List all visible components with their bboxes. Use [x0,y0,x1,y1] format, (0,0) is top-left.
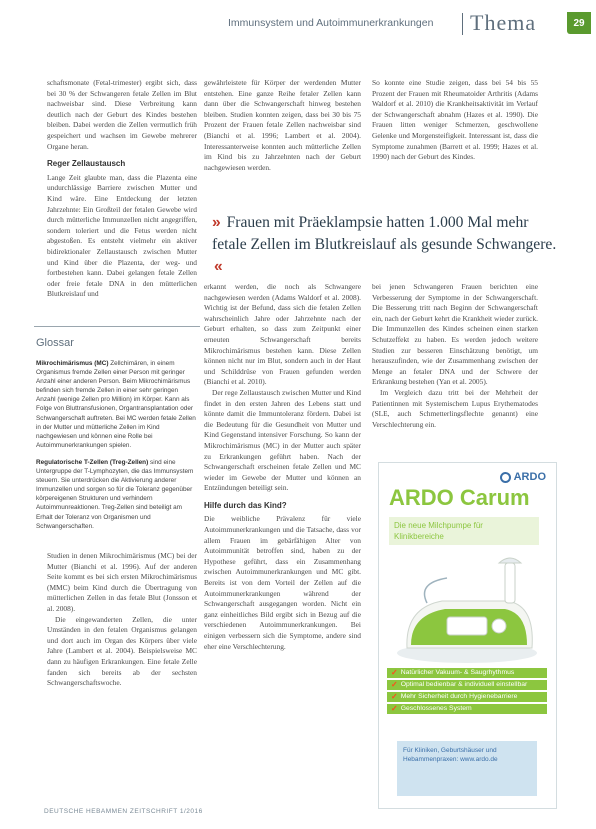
ad-brand-name: ARDO [513,471,546,483]
paragraph: So konnte eine Studie zeigen, dass bei 54 bis 55 Prozent der Frauen mit Rheumatoider Arthritis (Adams Waldorf et al. 2010) die Krankheitsaktivität im Verlauf der Schwangerschaft abnahm (Hazes et al. 1990). Die Frauen litten weniger Schmerzen, geschwollene Gelenke und Morgensteifigkeit. Interessant ist, dass die Symptome zunahmen (Barrett et al. 1999; Hazes et al. 1990) nach der Geburt des Kindes. [372,78,538,162]
ad-benefit-item: ✓ Optimal bedienbar & individuell einstellbar [387,680,547,690]
check-icon: ✓ [391,668,398,677]
glossary-entry-treg [36,458,198,531]
check-icon: ✓ [391,692,398,701]
glossary-definition: Zellchimären, in einem Organismus fremde Zellen einer Person mit geringer Anzahl einer anderen Person. Beim Mikrochimärismus befinden sich fremde Zellen in einer sehr geringen Anzahl (wenige Zellen pro Million) im Körper. Kann als Folge von Bluttransfusionen, Organtransplantation oder Schwangerschaft auftreten. Bei MC werden fetale Zellen in der Mutter und mütterliche Zellen im Kind nachgewiesen und können eine Rolle bei Autoimmunerkrankungen spielen. [36,360,196,449]
ad-benefit-list [387,668,547,716]
article-column-3-top [372,78,538,198]
article-column-3-bottom [372,282,538,437]
check-icon: ✓ [391,704,398,713]
quote-close-mark: « [214,258,223,275]
ad-benefit-item: ✓ Geschlossenes System [387,704,547,714]
page-number-badge: 29 [567,12,591,34]
paragraph: Im Vergleich dazu tritt bei der Mehrheit der Patientinnen mit Systemischem Lupus Erythematodes (SLE, auch Schmetterlingsflechte genannt) eine Verschlechterung ein. [372,387,538,429]
section-title: Immunsystem und Autoimmunerkrankungen [228,17,434,29]
paragraph: Der rege Zellaustausch zwischen Mutter und Kind findet in den ersten Jahren des Lebens statt und könnte damit die Immuntoleranz fördern. Dabei ist die Bedeutung für die Gesundheit von Mutter und Kind Gegenstand intensiver Forschung. So kann der Mikrochimärismus (MC) in der Mutter auch später zu Erkrankungen geführt haben. Nach der Schwangerschaft erscheinen fetale Zellen und MC wieder im Gewebe der Mutter und können an Entzündungen beteiligt sein. [204,387,361,493]
ad-brand-logo [500,471,546,483]
glossary-term: Regulatorische T-Zellen (Treg-Zellen) [36,458,149,466]
ardo-advertisement[interactable] [378,462,557,809]
page-footer: DEUTSCHE HEBAMMEN ZEITSCHRIFT 1/2016 [44,808,203,815]
paragraph: Die eingewanderten Zellen, die unter Umständen in den fetalen Organismus gelangen und dort auch im Organ des Körpers über viele Jahre (Lambert et al. 2004). Beispielsweise MC dann zu häufigen Erkrankungen. Eine fetale Zelle fanden sich bereits ab der sechsten Schwangerschaftswoche. [47,614,197,688]
subheading-hilfe: Hilfe durch das Kind? [204,500,287,510]
article-column-2-top [204,78,361,200]
quote-text: Frauen mit Präeklampsie hatten 1.000 Mal mehr fetale Zellen im Blutkreislauf als gesunde Schwangere. [212,214,557,253]
pull-quote [212,212,557,278]
paragraph: Die weibliche Prävalenz für viele Autoimmunerkrankungen und die Tatsache, dass vor allem Frauen im gebärfähigen Alter von Autoimmunität betroffen sind, haben zu der Hypothese geführt, dass ein Zusammenhang zwischen Autoimmunerkrankungen und MC gibt. Bereits ist von dem Vorteil der Zellen auf die Autoimmunerkrankungen während der Schwangerschaft ausgegangen worden. Nicht ein ganz einheitliches Bild ergibt sich in Bezug auf die verschiedenen Autoimmunerkrankungen. Bei einigen verbessern sich die Symptome, andere sind eher eine Verschlechterung. [204,514,361,651]
glossary-definition: sind eine Untergruppe der T-Lymphozyten, die das Immunsystem steuern. Sie unterdrücken die Aktivierung anderer Immunzellen und sorgen so für die Toleranz gegenüber körpereigenen Strukturen und verhindern Autoimmunreaktionen. Treg-Zellen sind beteiligt am Erhalt der Toleranz von Organismen und Schwangerschaften. [36,458,194,530]
ad-benefit-item: ✓ Mehr Sicherheit durch Hygienebarriere [387,692,547,702]
quote-open-mark: » [212,214,221,231]
paragraph: schaftsmonate (Fetal-trimester) ergibt sich, dass bei 30 % der Schwangeren fetale Zellen im Blut nachweisbar sind. Diese Verbreitung kann deutlich nach der Geburt des Kindes bestehen bleiben. Dabei werden die Zellen vermutlich früh gespeichert und wachsen im Gewebe mehrerer Organe heran. [47,78,197,151]
paragraph: erkannt werden, die noch als Schwangere nachgewiesen werden (Adams Waldorf et al. 2008). Wichtig ist der Befund, dass sich die fetalen Zellen wahrscheinlich Jahre oder Jahrzehnte nach der Geburt erhalten, so dass zum Zeitpunkt einer erneuten Schwangerschaft bereits Mikrochimärismus bestehen kann. Diese Zellen können nicht nur im Blut, sondern auch in der Haut und Schilddrüse von Frauen gefunden werden (Bianchi et al. 2010). [204,282,361,387]
glossary-box [34,326,200,545]
check-icon: ✓ [391,680,398,689]
glossary-term: Mikrochimärismus (MC) [36,360,109,367]
ardo-logo-icon [500,472,511,483]
breast-pump-image [387,553,547,668]
paragraph: bei jenen Schwangeren Frauen berichten eine Verbesserung der Symptome in der Schwangerschaft. Die Besserung tritt nach Beginn der Schwangerschaft ein, nach der Geburt kehrt die Krankheit wieder zurück. Die Immunzellen des Kindes scheinen einen starken Schutzeffekt zu haben. Es werden jedoch weitere Studien zur besseren Einschätzung benötigt, um herauszufinden, wie der Zusammenhang zwischen der Menge an fetaler DNA und der Schwere der Erkrankung bestehen (Yan et al. 2005). [372,282,538,387]
paragraph: Lange Zeit glaubte man, dass die Plazenta eine undurchlässige Barriere zwischen Mutter und Kind wäre. Eine Entdeckung der letzten Jahrzehnte: Ein Großteil der fetalen Gewebe wird durch mütterliche Immunzellen nicht angegriffen, sondern toleriert und die Fetus werden nicht abgestoßen. Es entsteht vielmehr ein aktiver bidirektionaler Zellaustausch zwischen Mutter und Kind über die Plazenta, der weg- und fortbestehen kann. Dabei gelangen fetale Zellen oder freie fetale DNA in den mütterlichen Blutkreislauf und [47,172,197,299]
thema-label: Thema [470,10,537,35]
ad-call-to-action[interactable]: Für Kliniken, Geburtshäuser und Hebammenpraxen: www.ardo.de [397,741,537,796]
subheading-zellaustausch: Reger Zellaustausch [47,159,126,169]
ad-benefit-item: ✓ Natürlicher Vakuum- & Saugrhythmus [387,668,547,678]
article-column-1-top [47,78,197,318]
paragraph: gewährleistete für Körper der werdenden Mutter entstehen. Eine ganze Reihe fetaler Zellen kann dann über die Schwangerschaft hinweg bestehen bleiben. Studien konnten zeigen, dass bei 30 bis 75 Prozent der Frauen fetale Zellen nachweisbar sind (Bianchi et al. 1996; Lambert et al. 2004). Interessanterweise konnten auch mütterliche Zellen im Kind bis zu Jahrzehnten nach der Geburt nachgewiesen werden. [204,78,361,172]
article-column-1-bottom [47,551,197,810]
header-divider [462,13,463,35]
article-column-2-bottom [204,282,361,810]
glossary-title: Glossar [36,337,74,349]
glossary-entry-mikrochimaerismus [36,359,198,450]
ad-tagline: Die neue Milchpumpe für Klinikbereiche [389,517,539,545]
paragraph: Studien in denen Mikrochimärismus (MC) bei der Mutter (Bianchi et al. 1996). Auf der anderen Seite kommt es bei sich ersten Mikrochimärismus (MMC) beim Kind durch die Übertragung von mütterlichen Zellen in das fetale Blut (Jonsson et al. 2008). [47,551,197,613]
page-header [0,4,596,34]
ad-product-name: ARDO Carum [389,485,530,510]
